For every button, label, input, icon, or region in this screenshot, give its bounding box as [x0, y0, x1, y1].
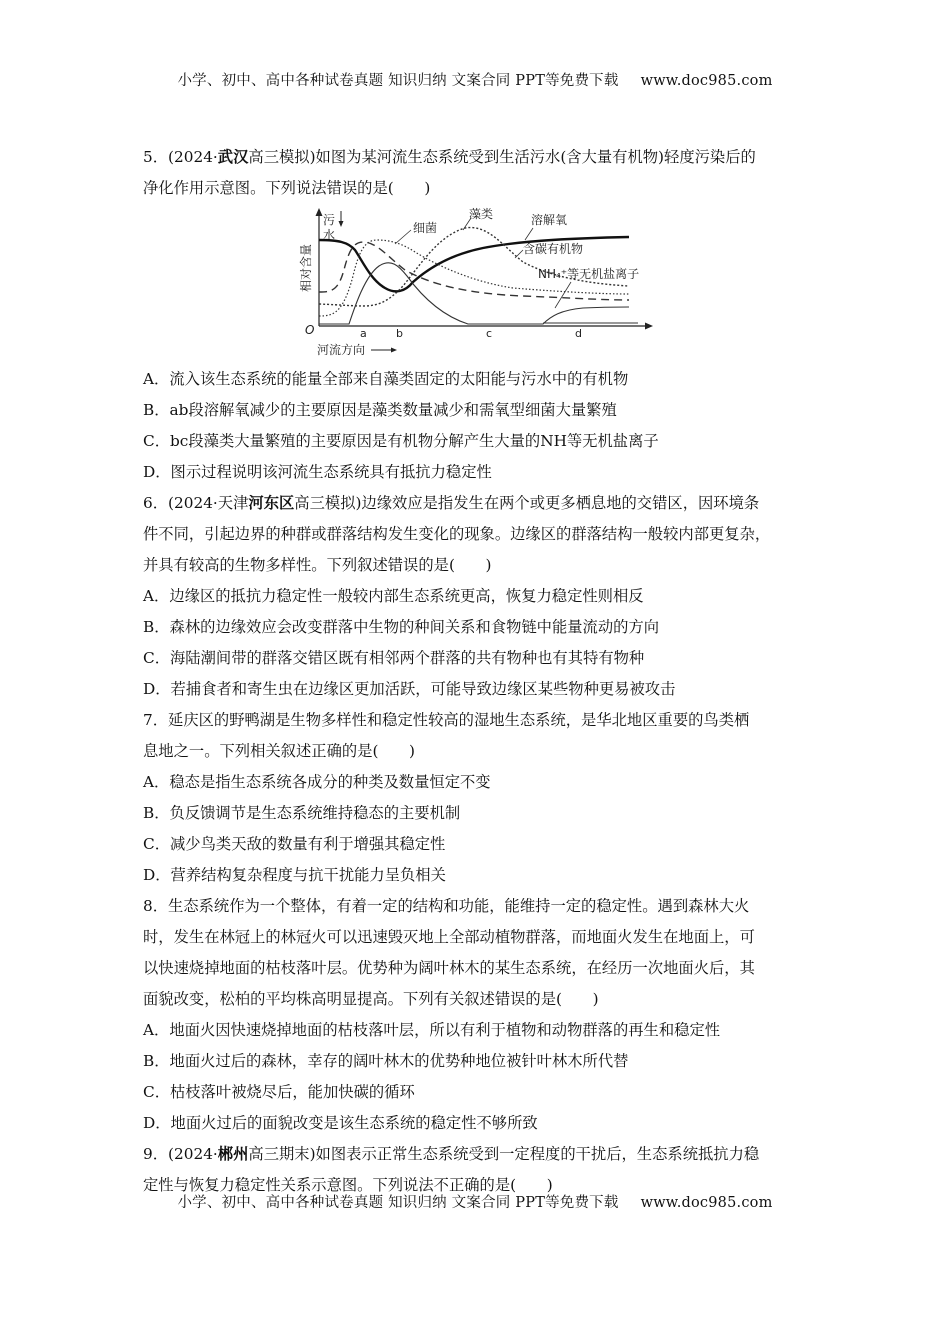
- label-algae: 藻类: [469, 207, 494, 221]
- y-axis-arrow: [316, 208, 323, 216]
- tick-c: c: [486, 327, 493, 340]
- question-6-stem-line-2: 件不同，引起边界的种群或群落结构发生变化的现象。边缘区的群落结构一般较内部更复杂，: [143, 525, 771, 543]
- question-7: [143, 705, 823, 891]
- question-9-stem-line-2: 定性与恢复力稳定性关系示意图。下列说法不正确的是( ): [143, 1176, 553, 1194]
- question-8-stem-line-2: 时，发生在林冠上的林冠火可以迅速毁灭地上全部动植物群落，而地面火发生在地面上，可: [143, 928, 755, 946]
- question-6-stem-line-1: 6．(2024·天津河东区高三模拟)边缘效应是指发生在两个或更多栖息地的交错区，因环境条: [143, 494, 760, 512]
- question-8-stem-line-3: 以快速烧掉地面的枯枝落叶层。优势种为阔叶林木的某生态系统，在经历一次地面火后，其: [143, 959, 755, 977]
- question-5-option-d[interactable]: D．图示过程说明该河流生态系统具有抵抗力稳定性: [143, 463, 492, 481]
- tick-a: a: [360, 327, 367, 340]
- river-purification-figure: [293, 206, 653, 358]
- question-5-option-a[interactable]: A．流入该生态系统的能量全部来自藻类固定的太阳能与污水中的有机物: [143, 370, 629, 388]
- footer-url: www.doc985.com: [640, 1195, 773, 1211]
- sewage-label-2: 水: [323, 228, 336, 242]
- question-8: [143, 891, 823, 1139]
- label-dissolved-oxygen: 溶解氧: [531, 213, 568, 227]
- question-5-option-c[interactable]: C．bc段藻类大量繁殖的主要原因是有机物分解产生大量的NH等无机盐离子: [143, 432, 659, 450]
- x-axis-label: 河流方向: [317, 343, 366, 357]
- question-8-option-a[interactable]: A．地面火因快速烧掉地面的枯枝落叶层，所以有利于植物和动物群落的再生和稳定性: [143, 1021, 721, 1039]
- question-8-stem-line-4: 面貌改变，松柏的平均株高明显提高。下列有关叙述错误的是( ): [143, 990, 599, 1008]
- question-6-option-c[interactable]: C．海陆潮间带的群落交错区既有相邻两个群落的共有物种也有其特有物种: [143, 649, 645, 667]
- label-carbon-organics: 含碳有机物: [523, 242, 584, 256]
- question-6-option-d[interactable]: D．若捕食者和寄生虫在边缘区更加活跃，可能导致边缘区某些物种更易被攻击: [143, 680, 676, 698]
- question-6: [143, 488, 823, 705]
- question-7-option-d[interactable]: D．营养结构复杂程度与抗干扰能力呈负相关: [143, 866, 446, 884]
- question-5-source: 武汉: [217, 148, 249, 166]
- question-5-stem-line-1: 5．(2024·武汉高三模拟)如图为某河流生态系统受到生活污水(含大量有机物)轻度污染后的: [143, 148, 756, 166]
- x-axis-arrow: [645, 323, 653, 330]
- question-5: [143, 142, 823, 488]
- question-5-option-b[interactable]: B．ab段溶解氧减少的主要原因是藻类数量减少和需氧型细菌大量繁殖: [143, 401, 617, 419]
- question-8-stem-line-1: 8．生态系统作为一个整体，有着一定的结构和功能，能维持一定的稳定性。遇到森林大火: [143, 897, 750, 915]
- footer-left-text: 小学、初中、高中各种试卷真题 知识归纳 文案合同 PPT等免费下载: [177, 1195, 619, 1211]
- label-bacteria: 细菌: [413, 221, 438, 235]
- header-url: www.doc985.com: [640, 73, 773, 89]
- question-5-stem-line-2: 净化作用示意图。下列说法错误的是( ): [143, 179, 431, 197]
- page-body: [143, 142, 823, 1201]
- question-6-option-b[interactable]: B．森林的边缘效应会改变群落中生物的种间关系和食物链中能量流动的方向: [143, 618, 660, 636]
- header-left-text: 小学、初中、高中各种试卷真题 知识归纳 文案合同 PPT等免费下载: [177, 73, 619, 89]
- page-header: [0, 69, 950, 90]
- y-axis-label: 相对含量: [299, 243, 313, 293]
- sewage-label-1: 污: [323, 213, 336, 227]
- question-7-stem-line-2: 息地之一。下列相关叙述正确的是( ): [143, 742, 415, 760]
- question-8-option-d[interactable]: D．地面火过后的面貌改变是该生态系统的稳定性不够所致: [143, 1114, 538, 1132]
- question-8-option-c[interactable]: C．枯枝落叶被烧尽后，能加快碳的循环: [143, 1083, 415, 1101]
- question-9-source: 郴州: [217, 1145, 249, 1163]
- question-9-stem-line-1: 9．(2024·郴州高三期末)如图表示正常生态系统受到一定程度的干扰后，生态系统抵抗力稳: [143, 1145, 760, 1163]
- tick-d: d: [575, 327, 582, 340]
- question-7-option-c[interactable]: C．减少鸟类天敌的数量有利于增强其稳定性: [143, 835, 446, 853]
- question-7-option-a[interactable]: A．稳态是指生态系统各成分的种类及数量恒定不变: [143, 773, 491, 791]
- tick-b: b: [396, 327, 403, 340]
- page-footer: [0, 1191, 950, 1212]
- label-ions: NH₄⁺等无机盐离子: [538, 267, 640, 281]
- question-7-option-b[interactable]: B．负反馈调节是生态系统维持稳态的主要机制: [143, 804, 461, 822]
- question-7-stem-line-1: 7．延庆区的野鸭湖是生物多样性和稳定性较高的湿地生态系统，是华北地区重要的鸟类栖: [143, 711, 750, 729]
- question-6-stem-line-3: 并具有较高的生物多样性。下列叙述错误的是( ): [143, 556, 492, 574]
- question-6-source: 河东区: [248, 494, 295, 512]
- origin-label: O: [305, 323, 315, 337]
- question-8-option-b[interactable]: B．地面火过后的森林，幸存的阔叶林木的优势种地位被针叶林木所代替: [143, 1052, 629, 1070]
- question-6-option-a[interactable]: A．边缘区的抵抗力稳定性一般较内部生态系统更高，恢复力稳定性则相反: [143, 587, 644, 605]
